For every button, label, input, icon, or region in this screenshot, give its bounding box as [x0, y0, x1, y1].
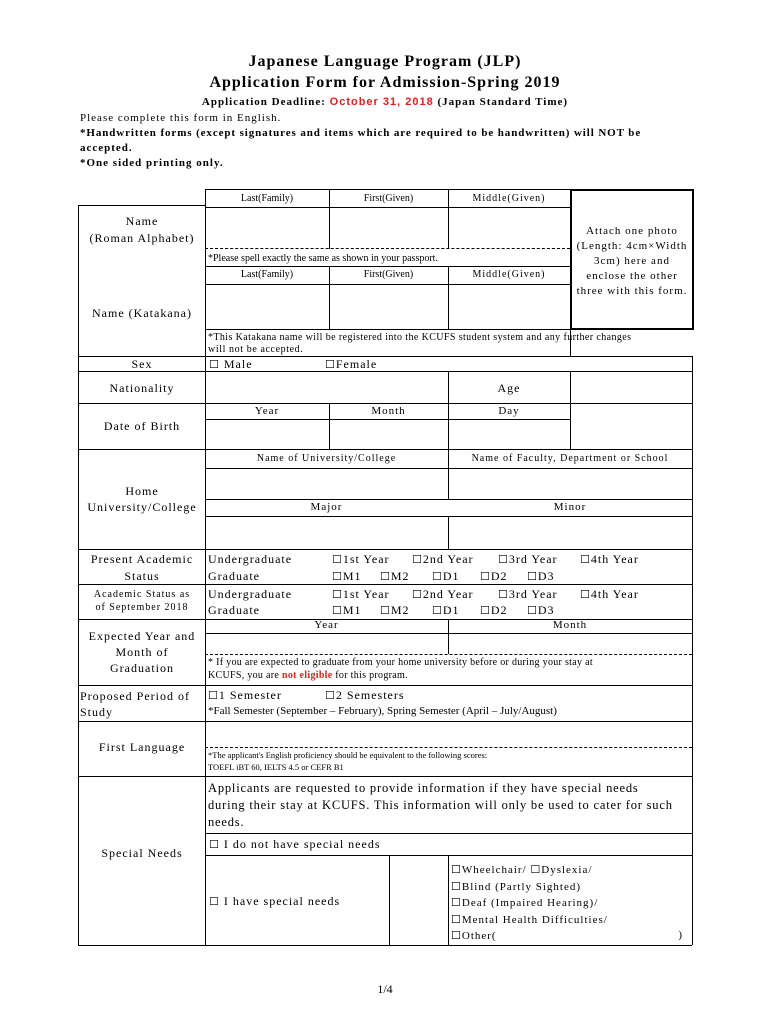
checkbox-icon[interactable]: ☐ — [580, 553, 591, 566]
english-note: *The applicant's English proficiency should be equivalent to the following scores: — [208, 750, 488, 760]
checkbox-icon[interactable]: ☐ — [480, 570, 491, 583]
english-scores: TOEFL iBT 60, IELTS 4.5 or CEFR B1 — [208, 762, 344, 772]
d2-label: D2 — [490, 603, 508, 617]
special-needs-options — [451, 862, 689, 945]
deadline-line — [0, 96, 770, 108]
graduation-note-cont — [208, 670, 408, 681]
other-close: ) — [678, 929, 683, 941]
deaf-label: Deaf (Impaired Hearing)/ — [461, 897, 599, 909]
faculty-label: Name of Faculty, Department or School — [471, 453, 669, 464]
blind-label: Blind (Partly Sighted) — [461, 880, 582, 893]
have-needs-label: I have special needs — [223, 894, 341, 908]
col-first: First(Given) — [363, 193, 414, 204]
year3-label: 3rd Year — [508, 552, 558, 566]
univ-name-label: Name of University/College — [256, 453, 397, 464]
female-label: Female — [335, 357, 378, 371]
checkbox-icon[interactable]: ☐ — [498, 588, 509, 601]
present-d2[interactable] — [480, 569, 508, 584]
present-m2[interactable] — [380, 569, 410, 584]
sept-status-label-cont: of September 2018 — [95, 602, 189, 613]
sept-d1[interactable] — [432, 603, 460, 618]
checkbox-icon[interactable]: ☐ — [332, 588, 343, 601]
note-text: for this program. — [332, 670, 408, 681]
d3-label: D3 — [537, 603, 555, 617]
dob-year-label: Year — [254, 405, 280, 417]
two-semesters-label: 2 Semesters — [335, 688, 405, 702]
checkbox-icon[interactable]: ☐ — [209, 895, 220, 908]
minor-field[interactable] — [449, 517, 691, 548]
photo-instructions — [570, 224, 694, 299]
deadline-tz: (Japan Standard Time) — [437, 96, 569, 108]
checkbox-icon[interactable]: ☐ — [325, 358, 336, 371]
last-name-field[interactable] — [207, 208, 328, 247]
photo-line: (Length: 4cm×Width — [576, 240, 688, 252]
graduation-label-2: Month of — [115, 645, 169, 659]
year4-label: 4th Year — [590, 552, 639, 566]
intro-line: during their stay at KCUFS. This information will only be used to cater for such — [208, 798, 673, 812]
present-d1[interactable] — [432, 569, 460, 584]
last-katakana-field[interactable] — [207, 285, 328, 328]
graduation-label-3: Graduation — [110, 661, 174, 675]
first-language-field[interactable] — [207, 722, 691, 746]
present-year3[interactable] — [498, 552, 558, 567]
checkbox-icon[interactable]: ☐ — [580, 588, 591, 601]
present-m1[interactable] — [332, 569, 362, 584]
photo-line: Attach one photo — [586, 225, 678, 237]
sept-m2[interactable] — [380, 603, 410, 618]
no-needs-label: I do not have special needs — [223, 837, 381, 851]
sept-year4[interactable] — [580, 587, 639, 602]
period-label-cont: Study — [80, 705, 114, 719]
katakana-label: Name (Katakana) — [92, 306, 192, 320]
name-label: Name — [125, 214, 159, 228]
grad-year-label: Year — [314, 619, 339, 631]
checkbox-icon[interactable]: ☐ — [332, 604, 343, 617]
checkbox-icon[interactable]: ☐ — [332, 570, 343, 583]
photo-line: 3cm) here and — [594, 255, 670, 267]
home-label-univ: University/College — [87, 500, 197, 514]
checkbox-icon[interactable]: ☐ — [527, 570, 538, 583]
year3-label: 3rd Year — [508, 587, 558, 601]
special-needs-label: Special Needs — [101, 846, 183, 860]
period-label: Proposed Period of — [80, 689, 190, 703]
option-row — [451, 862, 689, 879]
katakana-note-cont: will not be accepted. — [208, 344, 304, 355]
univ-name-field[interactable] — [207, 469, 447, 498]
checkbox-icon[interactable]: ☐ — [332, 553, 343, 566]
checkbox-icon[interactable]: ☐ — [451, 879, 462, 893]
have-special-needs-option[interactable] — [209, 894, 340, 909]
year1-label: 1st Year — [342, 587, 390, 601]
photo-line: three with this form. — [576, 285, 688, 297]
middle-katakana-field[interactable] — [449, 285, 569, 328]
checkbox-icon[interactable]: ☐ — [209, 358, 220, 371]
m2-label: M2 — [390, 603, 410, 617]
page-number: 1/4 — [377, 982, 393, 996]
checkbox-icon[interactable]: ☐ — [380, 604, 391, 617]
male-label: Male — [223, 357, 253, 371]
instruction-english: Please complete this form in English. — [80, 112, 282, 124]
intro-line: needs. — [208, 815, 245, 829]
year4-label: 4th Year — [590, 587, 639, 601]
present-status-label: Present Academic — [90, 552, 194, 566]
d1-label: D1 — [442, 603, 460, 617]
instruction-one-sided: *One sided printing only. — [80, 157, 224, 169]
major-field[interactable] — [207, 517, 447, 548]
instruction-handwritten-cont: accepted. — [80, 142, 133, 154]
period-note: *Fall Semester (September – February), Spring Semester (April – July/August) — [208, 705, 557, 717]
sept-d3[interactable] — [527, 603, 555, 618]
wheelchair-label: Wheelchair/ — [461, 864, 527, 876]
d2-label: D2 — [490, 569, 508, 583]
m1-label: M1 — [342, 603, 362, 617]
not-eligible-text: not eligible — [281, 670, 333, 681]
note-text: KCUFS, you are — [208, 670, 282, 681]
deadline-date: October 31, 2018 — [329, 96, 434, 108]
minor-label: Minor — [553, 501, 587, 513]
sept-year1[interactable] — [332, 587, 390, 602]
m1-label: M1 — [342, 569, 362, 583]
grad-month-label: Month — [552, 619, 588, 631]
checkbox-icon[interactable]: ☐ — [412, 588, 423, 601]
present-status-label-cont: Status — [124, 569, 160, 583]
intro-line: Applicants are requested to provide information if they have special needs — [208, 781, 639, 795]
checkbox-icon[interactable]: ☐ — [432, 604, 443, 617]
present-year2[interactable] — [412, 552, 474, 567]
passport-note: *Please spell exactly the same as shown in your passport. — [208, 253, 438, 264]
col-middle-kata: Middle(Given) — [472, 269, 546, 280]
first-name-field[interactable] — [330, 208, 447, 247]
age-field[interactable] — [571, 372, 691, 402]
sex-label: Sex — [131, 357, 153, 371]
age-label: Age — [497, 381, 521, 395]
checkbox-icon[interactable]: ☐ — [412, 553, 423, 566]
deadline-label: Application Deadline: — [201, 96, 326, 108]
female-option[interactable] — [325, 357, 377, 372]
d1-label: D1 — [442, 569, 460, 583]
sept-year3[interactable] — [498, 587, 558, 602]
m2-label: M2 — [390, 569, 410, 583]
d3-label: D3 — [537, 569, 555, 583]
dob-month-field[interactable] — [330, 420, 447, 448]
col-first-kata: First(Given) — [363, 269, 414, 280]
year1-label: 1st Year — [342, 552, 390, 566]
first-katakana-field[interactable] — [330, 285, 447, 328]
middle-name-field[interactable] — [449, 208, 569, 247]
checkbox-icon[interactable]: ☐ — [451, 929, 462, 942]
present-undergrad-label: Undergraduate — [208, 552, 293, 566]
checkbox-icon[interactable]: ☐ — [380, 570, 391, 583]
col-middle: Middle(Given) — [472, 193, 546, 204]
one-semester-option[interactable] — [208, 688, 282, 703]
dob-year-field[interactable] — [207, 420, 328, 448]
sept-undergrad-label: Undergraduate — [208, 587, 293, 601]
checkbox-icon[interactable]: ☐ — [209, 838, 220, 851]
col-last: Last(Family) — [240, 193, 294, 204]
grad-month-field[interactable] — [449, 634, 691, 653]
form-title: Japanese Language Program (JLP) — [248, 53, 522, 70]
home-label: Home — [125, 484, 159, 498]
major-label: Major — [310, 501, 343, 513]
checkbox-icon[interactable]: ☐ — [451, 896, 462, 909]
other-label: Other( — [461, 930, 497, 942]
year2-label: 2nd Year — [422, 587, 474, 601]
dob-day-label: Day — [498, 405, 520, 417]
graduation-note: * If you are expected to graduate from your home university before or during your stay at — [208, 657, 593, 668]
name-label-roman: (Roman Alphabet) — [89, 231, 195, 245]
nationality-field[interactable] — [207, 372, 447, 402]
checkbox-icon[interactable]: ☐ — [325, 689, 336, 702]
dob-day-field[interactable] — [449, 420, 569, 448]
dyslexia-label: Dyslexia/ — [541, 864, 593, 876]
instruction-handwritten: *Handwritten forms (except signatures and items which are required to be handwritten) will NOT be — [80, 127, 642, 139]
checkbox-icon[interactable]: ☐ — [451, 863, 462, 876]
year2-label: 2nd Year — [422, 552, 474, 566]
one-semester-label: 1 Semester — [218, 688, 282, 702]
present-year1[interactable] — [332, 552, 390, 567]
col-last-kata: Last(Family) — [240, 269, 294, 280]
option-row — [451, 928, 689, 945]
dob-month-label: Month — [371, 405, 406, 417]
option-row — [451, 912, 689, 929]
katakana-note: *This Katakana name will be registered into the KCUFS student system and any further changes — [208, 332, 632, 343]
sept-m1[interactable] — [332, 603, 362, 618]
sept-d2[interactable] — [480, 603, 508, 618]
option-row — [451, 895, 689, 912]
checkbox-icon[interactable]: ☐ — [432, 570, 443, 583]
mental-health-label: Mental Health Difficulties/ — [461, 913, 608, 926]
photo-line: enclose the other — [586, 270, 678, 282]
checkbox-icon[interactable]: ☐ — [451, 912, 462, 926]
checkbox-icon[interactable]: ☐ — [480, 604, 491, 617]
checkbox-icon[interactable]: ☐ — [530, 863, 542, 876]
sept-grad-label: Graduate — [208, 603, 260, 617]
checkbox-icon[interactable]: ☐ — [498, 553, 509, 566]
nationality-label: Nationality — [109, 381, 175, 395]
grad-year-field[interactable] — [207, 634, 447, 653]
sept-year2[interactable] — [412, 587, 474, 602]
no-special-needs-option[interactable] — [209, 837, 381, 852]
option-row — [451, 879, 689, 896]
checkbox-icon[interactable]: ☐ — [527, 604, 538, 617]
checkbox-icon[interactable]: ☐ — [208, 689, 219, 702]
present-grad-label: Graduate — [208, 569, 260, 583]
dob-label: Date of Birth — [103, 419, 181, 433]
present-year4[interactable] — [580, 552, 639, 567]
form-subtitle: Application Form for Admission-Spring 2019 — [209, 74, 561, 91]
two-semesters-option[interactable] — [325, 688, 405, 703]
special-needs-intro — [208, 780, 673, 831]
faculty-field[interactable] — [449, 469, 691, 498]
male-option[interactable] — [209, 357, 253, 372]
graduation-label: Expected Year and — [88, 629, 196, 643]
sept-status-label: Academic Status as — [93, 589, 191, 600]
first-language-label: First Language — [98, 740, 186, 754]
present-d3[interactable] — [527, 569, 555, 584]
